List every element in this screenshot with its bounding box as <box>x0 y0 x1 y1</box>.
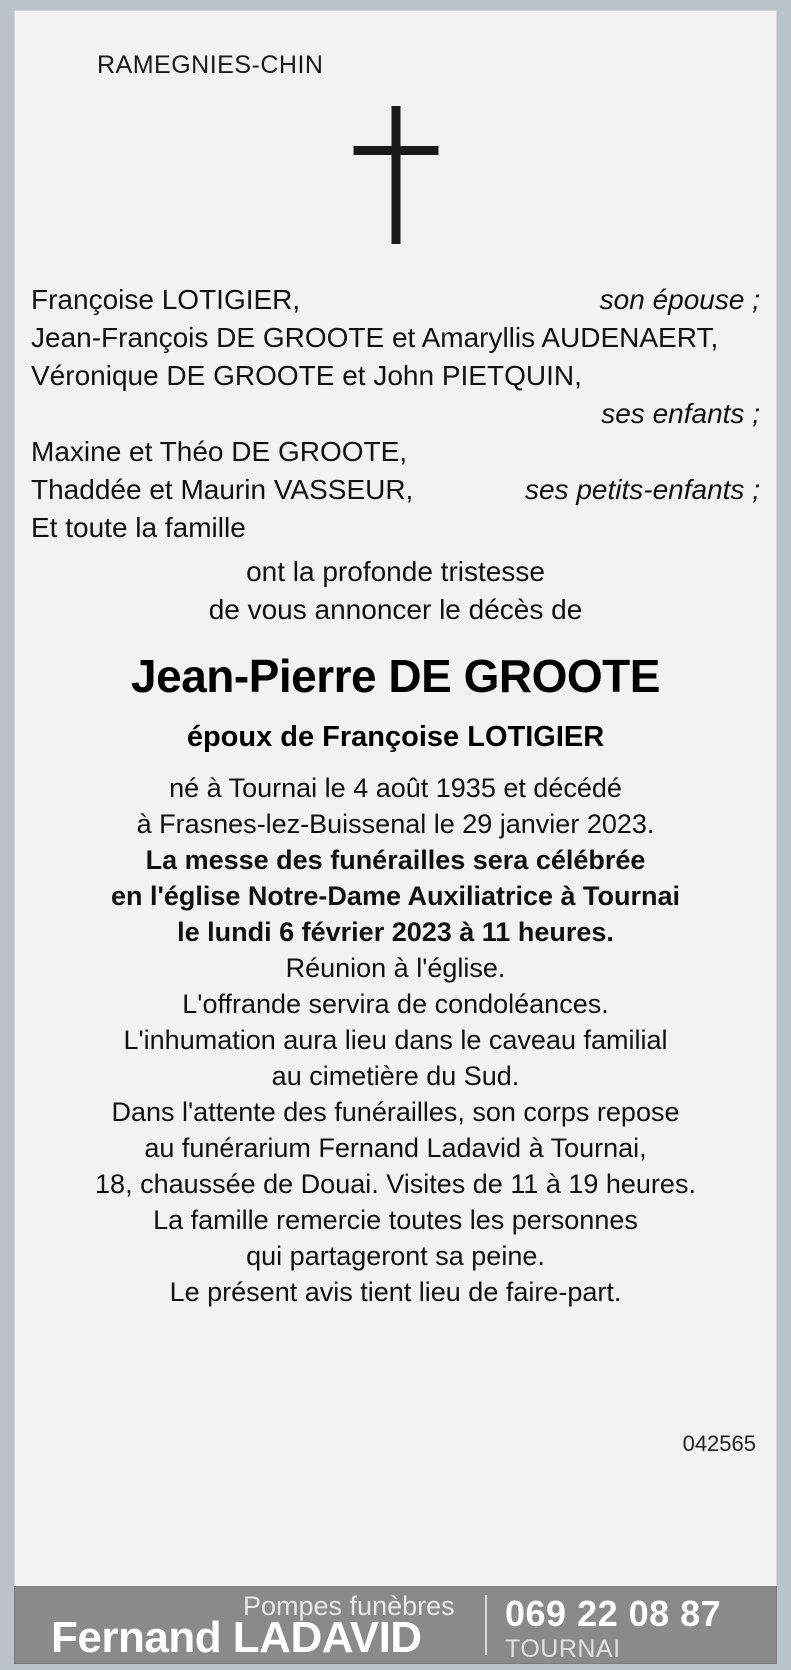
burial-line: au cimetière du Sud. <box>271 1061 520 1091</box>
faire-part-line: Le présent avis tient lieu de faire-part. <box>169 1277 622 1307</box>
birth-death-line: né à Tournai le 4 août 1935 et décédé <box>169 773 622 803</box>
funeral-home-contact <box>487 1587 776 1663</box>
gathering-line: L'offrande servira de condoléances. <box>182 989 609 1019</box>
city-label: TOURNAI <box>505 1635 621 1663</box>
company-prefix: Pompes funèbres <box>243 1591 455 1621</box>
reference-number: 042565 <box>682 1431 756 1456</box>
family-line: Et toute la famille <box>31 512 246 543</box>
family-line <box>31 471 760 509</box>
family-line <box>31 281 760 319</box>
family-line: Véronique DE GROOTE et John PIETQUIN, <box>31 360 582 391</box>
mass-line: le lundi 6 février 2023 à 11 heures. <box>177 917 614 947</box>
family-member-name: Thaddée et Maurin VASSEUR, <box>31 474 414 505</box>
repose-line: au funérarium Fernand Ladavid à Tournai, <box>144 1133 647 1163</box>
family-line: Maxine et Théo DE GROOTE, <box>31 436 408 467</box>
family-relation: son épouse ; <box>599 284 760 315</box>
family-relation: ses enfants ; <box>601 398 760 429</box>
funeral-home-footer <box>14 1586 777 1664</box>
cross-horizontal-bar <box>353 146 438 155</box>
family-line: Jean-François DE GROOTE et Amaryllis AUDENAERT, <box>31 322 719 353</box>
repose-line: 18, chaussée de Douai. Visites de 11 à 19 heures. <box>95 1169 696 1199</box>
cross-icon <box>15 106 776 251</box>
notice-card <box>14 10 777 1660</box>
birth-death-line: à Frasnes-lez-Buissenal le 29 janvier 2023. <box>136 809 655 839</box>
gathering-line: Réunion à l'église. <box>285 953 506 983</box>
notice-body <box>15 281 776 1310</box>
thanks-line: qui partageront sa peine. <box>246 1241 545 1271</box>
company-name: Fernand LADAVID <box>51 1613 422 1662</box>
burial-line: L'inhumation aura lieu dans le caveau familial <box>123 1025 668 1055</box>
cross-vertical-bar <box>391 106 400 244</box>
family-member-name: Françoise LOTIGIER, <box>31 284 301 315</box>
phone-number: 069 22 08 87 <box>505 1593 722 1634</box>
deceased-spouse-of: époux de Françoise LOTIGIER <box>186 721 605 753</box>
funeral-home-brand <box>15 1587 485 1663</box>
mass-line: La messe des funérailles sera célébrée <box>145 845 646 875</box>
announce-line-2: de vous annoncer le décès de <box>208 594 583 625</box>
family-relation: ses petits-enfants ; <box>524 474 760 505</box>
locality-label: RAMEGNIES-CHIN <box>97 51 324 79</box>
repose-line: Dans l'attente des funérailles, son corps repose <box>111 1097 680 1127</box>
deceased-name: Jean-Pierre DE GROOTE <box>131 650 660 702</box>
mass-line: en l'église Notre-Dame Auxiliatrice à Tournai <box>110 881 681 911</box>
announce-line-1: ont la profonde tristesse <box>246 556 545 587</box>
thanks-line: La famille remercie toutes les personnes <box>153 1205 638 1235</box>
